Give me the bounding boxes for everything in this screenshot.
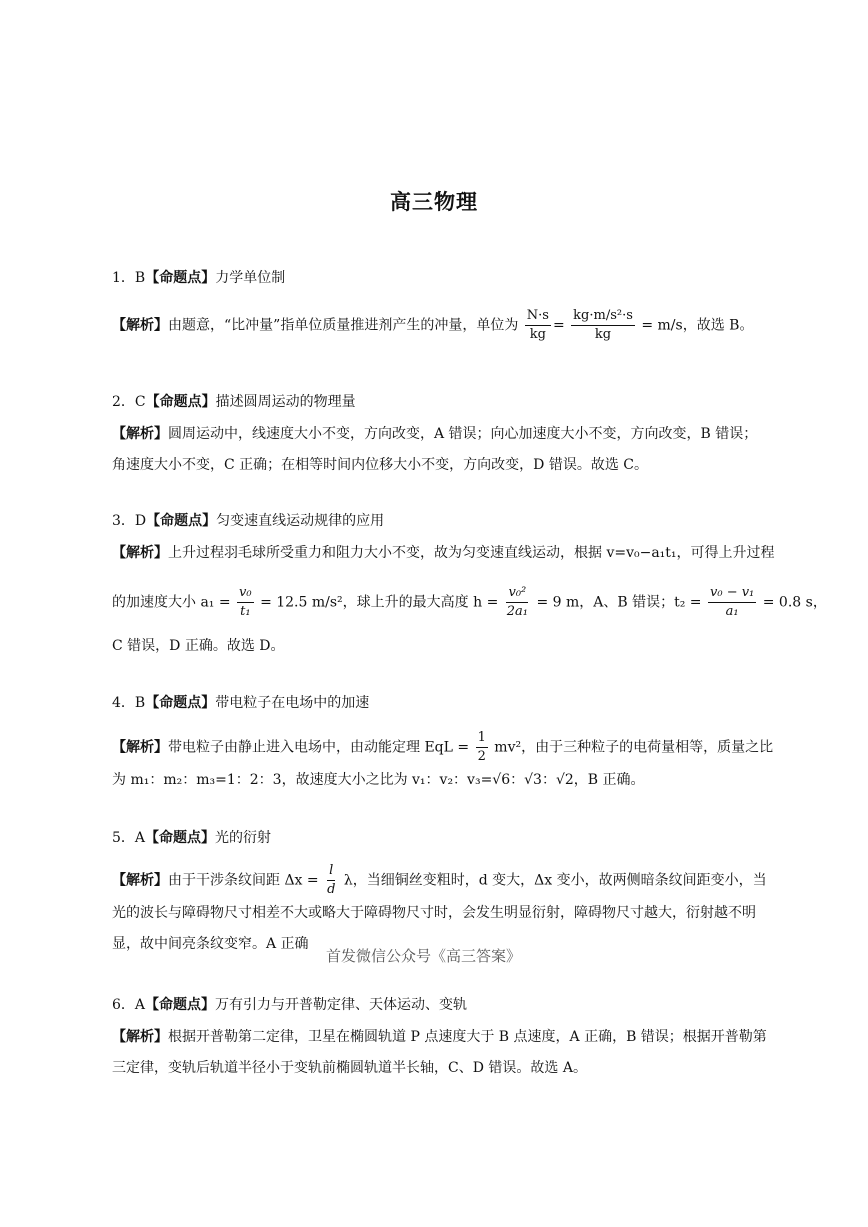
q2-header xyxy=(112,392,356,412)
q3-l2-c: = 9 m，A、B 错误；t₂ = xyxy=(536,594,702,611)
q5-line3: 显，故中间亮条纹变窄。A 正确 xyxy=(112,936,309,952)
q2-line2: 角速度大小不变，C 正确；在相等时间内位移大小不变，方向改变，D 错误。故选 C。 xyxy=(112,457,648,473)
q2-number: 2．C xyxy=(112,394,146,410)
q1-f1-num: N·s xyxy=(525,307,551,326)
q1-f2-num: kg·m/s²·s xyxy=(571,307,635,326)
q4-l1-a: 带电粒子由静止进入电场中，由动能定理 EqL = xyxy=(168,739,470,756)
q4-head-tag: 【命题点】 xyxy=(145,695,216,711)
q6-analysis-tag: 【解析】 xyxy=(112,1029,168,1045)
q3-f3-num: v₀ − v₁ xyxy=(708,584,756,603)
q5-analysis-tag: 【解析】 xyxy=(112,872,168,889)
q3-number: 3．D xyxy=(112,513,147,529)
q5-l1-a: 由于干涉条纹间距 Δx = xyxy=(168,872,319,889)
q1-topic: 力学单位制 xyxy=(215,270,286,286)
q4-topic: 带电粒子在电场中的加速 xyxy=(215,695,370,711)
q3-f1-num: v₀ xyxy=(237,584,254,603)
q1-analysis-tag: 【解析】 xyxy=(112,317,168,334)
q3-fraction-2 xyxy=(505,584,530,621)
q3-l2-a: 的加速度大小 a₁ = xyxy=(112,594,231,611)
q3-analysis-line1 xyxy=(112,543,775,563)
q6-head-tag: 【命题点】 xyxy=(145,997,216,1013)
q4-analysis-line1 xyxy=(112,729,773,766)
q3-head-tag: 【命题点】 xyxy=(146,513,217,529)
q6-analysis-line1 xyxy=(112,1027,767,1047)
q3-analysis-tag: 【解析】 xyxy=(112,545,168,561)
q1-fraction-1 xyxy=(525,307,551,344)
q1-f2-den: kg xyxy=(594,327,612,342)
q2-line1: 圆周运动中，线速度大小不变，方向改变，A 错误；向心加速度大小不变，方向改变，B 错误； xyxy=(168,426,758,442)
q2-topic: 描述圆周运动的物理量 xyxy=(215,394,356,410)
q1-f1-den: kg xyxy=(529,327,546,342)
q3-header xyxy=(112,511,384,531)
q4-number: 4．B xyxy=(112,695,146,711)
q3-f2-num: v₀² xyxy=(506,584,528,603)
q5-analysis-line1 xyxy=(112,862,767,899)
q6-line1: 根据开普勒第二定律，卫星在椭圆轨道 P 点速度大于 B 点速度，A 正确，B 错误；根据开普勒第 xyxy=(168,1029,767,1045)
q4-analysis-tag: 【解析】 xyxy=(112,739,168,756)
q6-header xyxy=(112,995,467,1015)
q5-f-den: d xyxy=(327,882,336,897)
q1-number: 1．B xyxy=(112,270,146,286)
q5-topic: 光的衍射 xyxy=(215,830,272,846)
q4-fraction xyxy=(476,729,488,766)
q1-head-tag: 【命题点】 xyxy=(145,270,216,286)
q5-header xyxy=(112,828,271,848)
q5-number: 5．A xyxy=(112,830,146,846)
q3-line1: 上升过程羽毛球所受重力和阻力大小不变，故为匀变速直线运动，根据 v=v₀−a₁t₁，可得上升过程 xyxy=(168,545,775,561)
q3-f2-den: 2a₁ xyxy=(506,604,528,619)
q4-header xyxy=(112,693,369,713)
q3-l2-d: = 0.8 s， xyxy=(762,594,827,611)
q3-line2 xyxy=(112,584,827,621)
page-title: 高三物理 xyxy=(390,190,478,214)
q3-line3: C 错误，D 正确。故选 D。 xyxy=(112,638,285,654)
q3-topic: 匀变速直线运动规律的应用 xyxy=(216,513,385,529)
q1-analysis: 【解析】由题意，“比冲量”指单位质量推进剂产生的冲量，单位为 $\frac{N\cdot s}{kg}$ = $\frac{\text{kg·m/s²·s}}{kg}$ = m/s，故选 B。 xyxy=(112,308,754,342)
q5-line2: 光的波长与障碍物尺寸相差不大或略大于障碍物尺寸时，会发生明显衍射，障碍物尺寸越大，衍射越不明 xyxy=(112,905,756,921)
q2-analysis-tag: 【解析】 xyxy=(112,426,168,442)
q2-analysis-line1 xyxy=(112,424,757,444)
q6-topic: 万有引力与开普勒定律、天体运动、变轨 xyxy=(215,997,468,1013)
q1-text-b: = m/s，故选 B。 xyxy=(641,317,754,334)
q3-f1-den: t₁ xyxy=(240,604,251,619)
q6-number: 6．A xyxy=(112,997,146,1013)
q5-l1-b: λ，当细铜丝变粗时，d 变大，Δx 变小，故两侧暗条纹间距变小，当 xyxy=(343,872,767,889)
q3-l2-b: = 12.5 m/s²，球上升的最大高度 h = xyxy=(260,594,499,611)
q6-line2: 三定律，变轨后轨道半径小于变轨前椭圆轨道半长轴，C、D 错误。故选 A。 xyxy=(112,1060,587,1076)
q4-f-den: 2 xyxy=(477,749,486,764)
q3-fraction-3 xyxy=(708,584,756,621)
q2-head-tag: 【命题点】 xyxy=(145,394,216,410)
q3-fraction-1 xyxy=(237,584,254,621)
q5-head-tag: 【命题点】 xyxy=(145,830,216,846)
q1-text-a: 由题意，“比冲量”指单位质量推进剂产生的冲量，单位为 xyxy=(168,317,519,334)
q4-line2: 为 m₁：m₂：m₃=1：2：3，故速度大小之比为 v₁：v₂：v₃=√6：√3：√2，B 正确。 xyxy=(112,772,645,788)
q3-f3-den: a₁ xyxy=(725,604,739,619)
watermark-text: 首发微信公众号《高三答案》 xyxy=(326,947,522,965)
q4-f-num: 1 xyxy=(476,729,488,748)
q1-header xyxy=(112,268,285,288)
q5-f-num: l xyxy=(327,862,335,881)
q1-fraction-2 xyxy=(571,307,635,344)
q4-l1-b: mv²，由于三种粒子的电荷量相等，质量之比 xyxy=(494,739,774,756)
q5-fraction xyxy=(325,862,337,899)
